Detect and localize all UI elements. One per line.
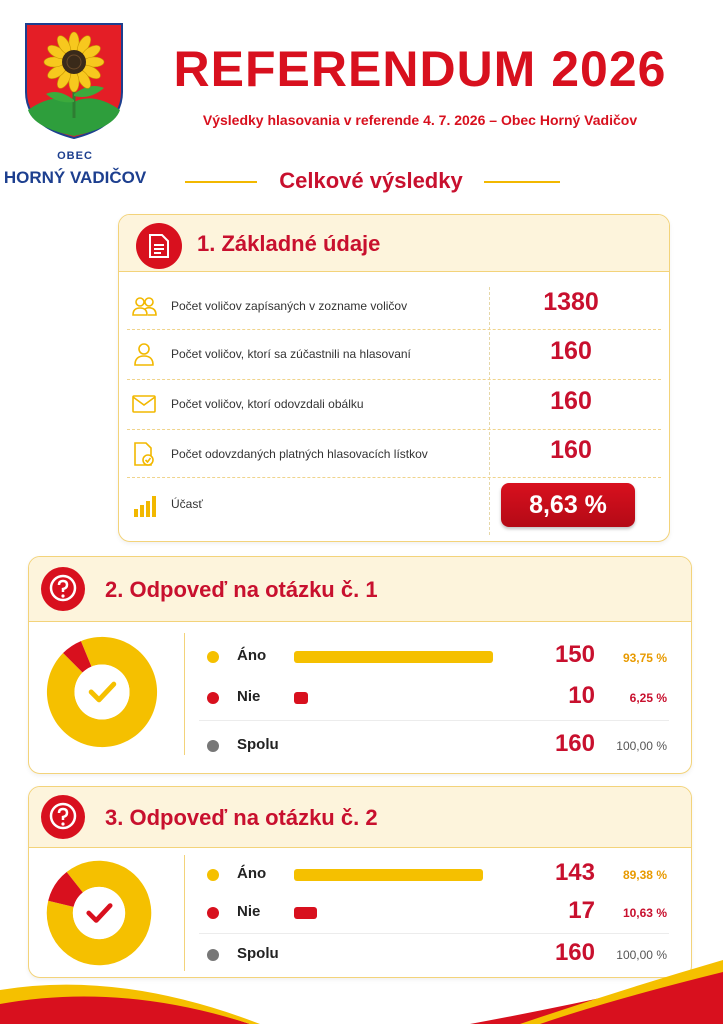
no-count: 10 bbox=[568, 682, 595, 709]
heading-divider-right bbox=[484, 181, 560, 183]
total-percent: 100,00 % bbox=[616, 948, 667, 962]
no-percent: 6,25 % bbox=[629, 691, 667, 705]
column-divider bbox=[489, 287, 490, 535]
total-label: Spolu bbox=[237, 736, 279, 753]
question-1-donut-chart bbox=[43, 633, 161, 751]
total-percent: 100,00 % bbox=[616, 739, 667, 753]
envelope-icon bbox=[131, 391, 157, 417]
basic-data-card bbox=[118, 214, 670, 542]
total-divider bbox=[199, 720, 669, 721]
coat-of-arms-logo bbox=[24, 22, 124, 140]
total-divider bbox=[199, 933, 669, 934]
card-header bbox=[29, 557, 691, 622]
person-icon bbox=[131, 341, 157, 367]
yes-bar bbox=[294, 651, 493, 663]
row-value: 160 bbox=[550, 436, 592, 464]
question-2-card bbox=[28, 786, 692, 978]
no-legend-dot bbox=[207, 692, 219, 704]
yes-bar bbox=[294, 869, 483, 881]
document-icon bbox=[136, 223, 182, 269]
answer-label-no: Nie bbox=[237, 903, 261, 920]
page-subtitle: Výsledky hlasovania v referende 4. 7. 2026 – Obec Horný Vadičov bbox=[202, 112, 638, 128]
no-legend-dot bbox=[207, 907, 219, 919]
total-legend-dot bbox=[207, 740, 219, 752]
yes-percent: 93,75 % bbox=[622, 651, 667, 665]
no-bar bbox=[294, 907, 317, 919]
row-label: Počet voličov, ktorí sa zúčastnili na hlasovaní bbox=[171, 347, 411, 361]
card-title: 3. Odpoveď na otázku č. 2 bbox=[105, 805, 378, 830]
no-percent: 10,63 % bbox=[622, 906, 667, 920]
yes-count: 143 bbox=[554, 859, 595, 886]
total-count: 160 bbox=[554, 730, 595, 757]
ballot-check-icon bbox=[131, 441, 157, 467]
question-2-donut-chart bbox=[43, 857, 155, 969]
card-title: 1. Základné údaje bbox=[197, 231, 381, 256]
card-header bbox=[119, 215, 669, 272]
row-divider bbox=[127, 429, 661, 430]
yes-percent: 89,38 % bbox=[622, 868, 667, 882]
row-label: Počet odovzdaných platných hlasovacích lístkov bbox=[171, 447, 428, 461]
question-icon bbox=[41, 795, 85, 839]
yes-legend-dot bbox=[207, 651, 219, 663]
question-icon bbox=[41, 567, 85, 611]
column-divider bbox=[184, 855, 185, 971]
donut-center bbox=[73, 887, 125, 939]
total-count: 160 bbox=[554, 939, 595, 966]
row-label: Počet voličov zapísaných v zozname voličov bbox=[171, 299, 408, 313]
donut-center bbox=[74, 664, 129, 719]
answer-label-yes: Áno bbox=[237, 647, 267, 664]
row-value: 160 bbox=[550, 387, 592, 415]
yes-count: 150 bbox=[554, 641, 595, 668]
row-label: Počet voličov, ktorí odovzdali obálku bbox=[171, 397, 364, 411]
row-divider bbox=[127, 477, 661, 478]
row-divider bbox=[127, 329, 661, 330]
turnout-value-badge: 8,63 % bbox=[501, 483, 635, 527]
question-1-card bbox=[28, 556, 692, 774]
column-divider bbox=[184, 633, 185, 755]
page-title: REFERENDUM 2026 bbox=[173, 41, 667, 97]
yes-legend-dot bbox=[207, 869, 219, 881]
answer-label-yes: Áno bbox=[237, 865, 267, 882]
municipality-name: HORNÝ VADIČOV bbox=[3, 168, 147, 187]
no-bar bbox=[294, 692, 308, 704]
heading-divider-left bbox=[185, 181, 257, 183]
answer-label-no: Nie bbox=[237, 688, 261, 705]
total-label: Spolu bbox=[237, 945, 279, 962]
row-value: 1380 bbox=[543, 288, 599, 316]
card-title: 2. Odpoveď na otázku č. 1 bbox=[105, 577, 378, 602]
turnout-label: Účasť bbox=[171, 497, 203, 511]
municipality-label: OBEC bbox=[57, 150, 93, 162]
bar-chart-icon bbox=[131, 493, 157, 519]
people-icon bbox=[131, 293, 157, 319]
no-count: 17 bbox=[568, 897, 595, 924]
row-value: 160 bbox=[550, 337, 592, 365]
row-divider bbox=[127, 379, 661, 380]
decorative-waves bbox=[0, 960, 723, 1024]
card-header bbox=[29, 787, 691, 848]
section-heading: Celkové výsledky bbox=[279, 168, 463, 193]
